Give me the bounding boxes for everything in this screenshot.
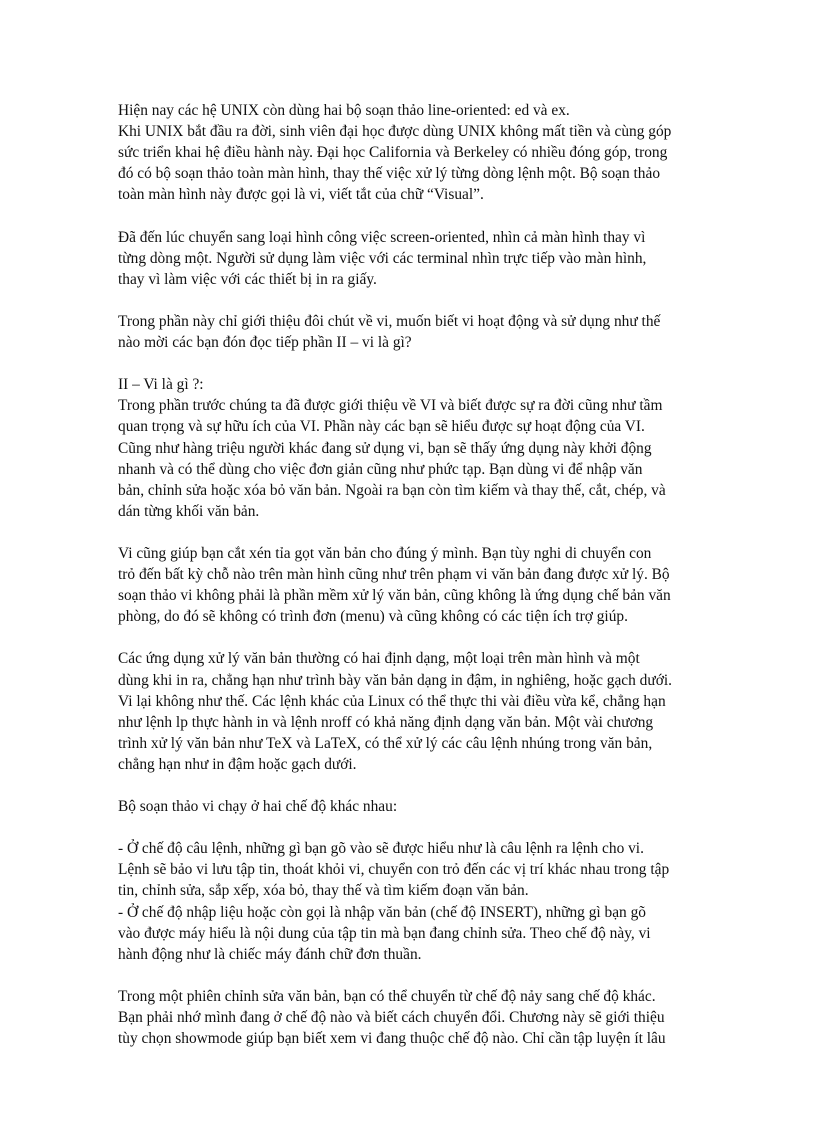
text-line: vào được máy hiểu là nội dung của tập tin mà bạn đang chỉnh sửa. Theo chế độ này, vi — [118, 924, 651, 942]
text-line: như lệnh lp thực hành in và lệnh nroff có khả năng định dạng văn bản. Một vài chương — [118, 713, 654, 731]
text-line: hành động như là chiếc máy đánh chữ đơn thuần. — [118, 945, 422, 963]
text-line: Các ứng dụng xử lý văn bản thường có hai định dạng, một loại trên màn hình và một — [118, 650, 640, 668]
document-body — [118, 100, 703, 1070]
text-line: Bộ soạn thảo vi chạy ở hai chế độ khác nhau: — [118, 798, 398, 816]
text-line: dùng khi in ra, chẳng hạn như trình bày văn bản dạng in đậm, in nghiêng, hoặc gạch dưới. — [118, 671, 672, 689]
paragraph — [118, 100, 703, 205]
text-line: dán từng khối văn bản. — [118, 502, 260, 520]
text-line: Trong phần trước chúng ta đã được giới thiệu về VI và biết được sự ra đời cũng như tầm — [118, 397, 663, 415]
text-line: trỏ đến bất kỳ chỗ nào trên màn hình cũng như trên phạm vi văn bản đang được xử lý. Bộ — [118, 566, 670, 584]
text-line: nào mời các bạn đón đọc tiếp phần II – vi là gì? — [118, 334, 412, 352]
text-line: đó có bộ soạn thảo toàn màn hình, thay thế việc xử lý từng dòng lệnh một. Bộ soạn thảo — [118, 165, 661, 183]
text-line: Vi lại không như thế. Các lệnh khác của Linux có thể thực thi vài điều vừa kể, chẳng hạn — [118, 692, 666, 710]
text-line: từng dòng một. Người sử dụng làm việc với các terminal nhìn trực tiếp vào màn hình, — [118, 249, 647, 267]
text-line: Trong một phiên chỉnh sửa văn bản, bạn có thể chuyển từ chế độ nảy sang chế độ khác. — [118, 987, 656, 1005]
text-line: tin, chỉnh sửa, sắp xếp, xóa bỏ, thay thế và tìm kiếm đoạn văn bản. — [118, 882, 529, 900]
text-line: toàn màn hình này được gọi là vi, viết tắt của chữ “Visual”. — [118, 186, 484, 204]
text-line: Khi UNIX bắt đầu ra đời, sinh viên đại học được dùng UNIX không mất tiền và cùng góp — [118, 123, 672, 141]
text-line: phòng, do đó sẽ không có trình đơn (menu) và cũng không có các tiện ích trợ giúp. — [118, 608, 628, 626]
text-line: quan trọng và sự hữu ích của VI. Phần này các bạn sẽ hiểu được sự hoạt động của VI. — [118, 418, 645, 436]
text-line: Vi cũng giúp bạn cắt xén tỉa gọt văn bản cho đúng ý mình. Bạn tùy nghi di chuyển con — [118, 544, 652, 562]
text-line: soạn thảo vi không phải là phần mềm xử lý văn bản, cũng không là ứng dụng chế bản văn — [118, 587, 671, 605]
text-line: tùy chọn showmode giúp bạn biết xem vi đang thuộc chế độ nào. Chỉ cần tập luyện ít lâu — [118, 1030, 666, 1048]
text-line: - Ở chế độ câu lệnh, những gì bạn gõ vào sẽ được hiểu như là câu lệnh ra lệnh cho vi. — [118, 840, 644, 858]
paragraph — [118, 838, 703, 965]
text-line: Lệnh sẽ bảo vi lưu tập tin, thoát khỏi vi, chuyển con trỏ đến các vị trí khác nhau trong tập — [118, 861, 670, 879]
paragraph — [118, 311, 703, 353]
text-line: - Ở chế độ nhập liệu hoặc còn gọi là nhập văn bản (chế độ INSERT), những gì bạn gõ — [118, 903, 646, 921]
text-line: Trong phần này chỉ giới thiệu đôi chút về vi, muốn biết vi hoạt động và sử dụng như thế — [118, 312, 661, 330]
text-line: Bạn phải nhớ mình đang ở chế độ nào và biết cách chuyển đổi. Chương này sẽ giới thiệu — [118, 1009, 665, 1027]
text-line: Cũng như hàng triệu người khác đang sử dụng vi, bạn sẽ thấy ứng dụng này khởi động — [118, 439, 652, 457]
text-line: Đã đến lúc chuyển sang loại hình công việc screen-oriented, nhìn cả màn hình thay vì — [118, 228, 646, 246]
text-line: sức triển khai hệ điều hành này. Đại học California và Berkeley có nhiều đóng góp, trong — [118, 144, 668, 162]
text-line: chẳng hạn như in đậm hoặc gạch dưới. — [118, 755, 357, 773]
text-line: bản, chỉnh sửa hoặc xóa bỏ văn bản. Ngoài ra bạn còn tìm kiếm và thay thế, cắt, chép, và — [118, 481, 666, 499]
paragraph — [118, 648, 703, 775]
paragraph — [118, 796, 703, 817]
text-line: nhanh và có thể dùng cho việc đơn giản cũng như phức tạp. Bạn dùng vi để nhập văn — [118, 460, 643, 478]
text-line: trình xử lý văn bản như TeX và LaTeX, có thể xử lý các câu lệnh nhúng trong văn bản, — [118, 734, 653, 752]
text-line: Hiện nay các hệ UNIX còn dùng hai bộ soạn thảo line-oriented: ed và ex. — [118, 102, 570, 119]
paragraph — [118, 543, 703, 627]
paragraph — [118, 986, 703, 1049]
text-line: thay vì làm việc với các thiết bị in ra giấy. — [118, 270, 377, 288]
paragraph — [118, 374, 703, 522]
paragraph — [118, 227, 703, 290]
text-line: II – Vi là gì ?: — [118, 376, 204, 394]
